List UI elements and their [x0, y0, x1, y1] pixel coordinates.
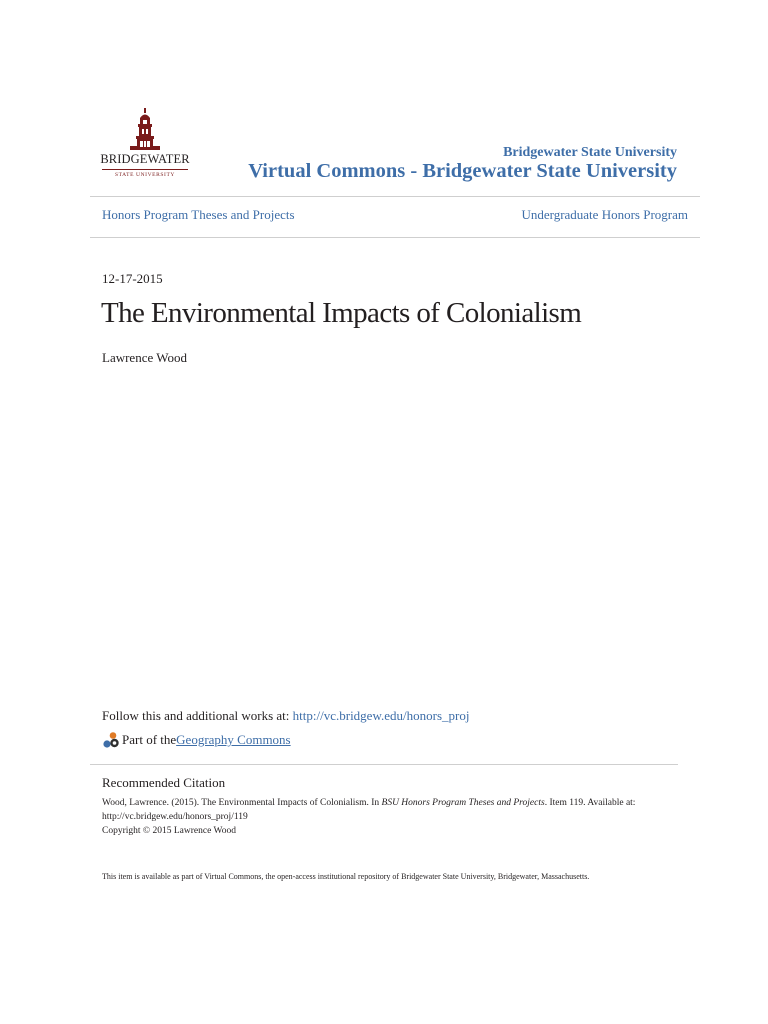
part-of-label: Part of the: [122, 732, 177, 747]
citation-series: BSU Honors Program Theses and Projects: [381, 798, 545, 808]
citation-heading: Recommended Citation: [102, 775, 226, 790]
citation-divider: [90, 764, 678, 765]
author-name: Lawrence Wood: [102, 350, 187, 365]
logo-subline: STATE UNIVERSITY: [114, 172, 176, 178]
logo-divider: [102, 169, 188, 170]
repository-url-link[interactable]: http://vc.bridgew.edu/honors_proj: [292, 708, 470, 723]
citation-copyright: Copyright © 2015 Lawrence Wood: [102, 826, 236, 836]
geography-commons-link[interactable]: Geography Commons: [176, 732, 291, 747]
citation-text-after: . Item 119. Available at: http://vc.bridgew.edu/honors_proj/119: [102, 798, 636, 822]
logo-wordmark: BRIDGEWATER: [100, 152, 190, 166]
follow-line: [102, 708, 469, 724]
footer-notice: This item is available as part of Virtual Commons, the open-access institutional repository of Bridgewater State University, Bridgewater, Massachusetts.: [102, 872, 590, 881]
university-name-link[interactable]: Bridgewater State University: [503, 145, 677, 160]
nav-divider: [90, 237, 700, 238]
page-title: The Environmental Impacts of Colonialism: [101, 297, 582, 329]
nav-link-honors-program[interactable]: Undergraduate Honors Program: [521, 207, 688, 222]
follow-label: Follow this and additional works at:: [102, 708, 293, 723]
header-divider: [90, 196, 700, 197]
publication-date: 12-17-2015: [102, 271, 163, 286]
network-icon: [102, 731, 120, 749]
university-logo: [100, 108, 190, 184]
citation-text-before: Wood, Lawrence. (2015). The Environmental Impacts of Colonialism. In: [102, 798, 382, 808]
nav-link-honors-theses[interactable]: Honors Program Theses and Projects: [102, 207, 295, 222]
part-of-line: [102, 731, 291, 749]
repository-name-link[interactable]: Virtual Commons - Bridgewater State University: [248, 160, 677, 182]
citation-body: [102, 796, 672, 838]
bell-tower-icon: [100, 108, 190, 152]
